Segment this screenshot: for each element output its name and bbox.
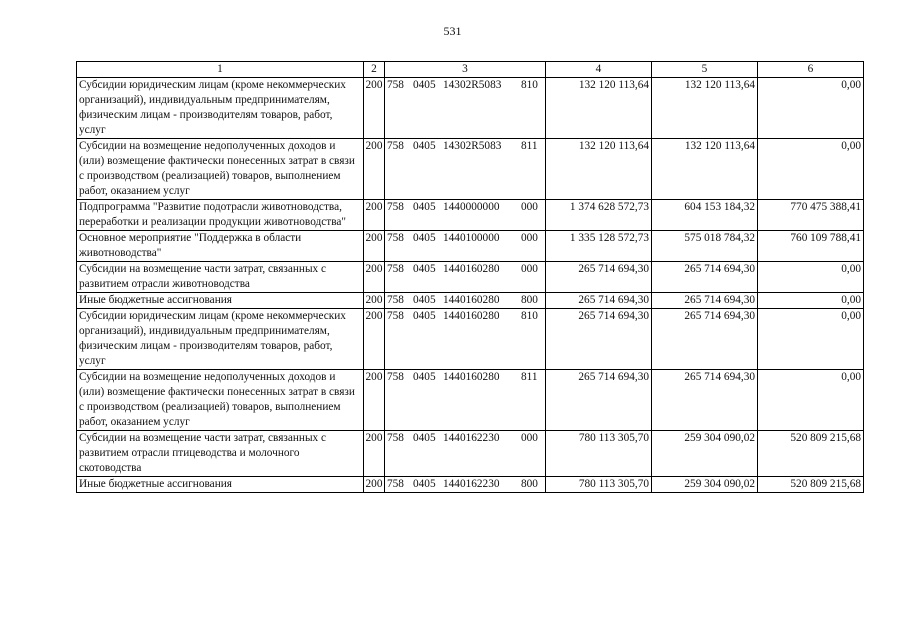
table-row (77, 262, 864, 293)
budget-table (76, 61, 864, 493)
grbs-code: 200 (364, 477, 385, 493)
department-code: 758 (387, 432, 404, 444)
expense-type-code: 000 (521, 263, 538, 275)
expense-type-code: 000 (521, 232, 538, 244)
expense-type-code: 810 (521, 79, 538, 91)
target-article-code: 14302R5083 (443, 140, 502, 152)
amount-col5: 604 153 184,32 (652, 200, 758, 231)
department-code: 758 (387, 232, 404, 244)
amount-col4: 780 113 305,70 (546, 477, 652, 493)
section-code: 0405 (413, 371, 436, 383)
header-row (77, 62, 864, 78)
amount-col5: 259 304 090,02 (652, 477, 758, 493)
target-article-code: 1440160280 (443, 294, 500, 306)
budget-classification-code (385, 200, 546, 231)
department-code: 758 (387, 140, 404, 152)
expense-type-code: 811 (521, 371, 538, 383)
budget-classification-code (385, 370, 546, 431)
column-header: 6 (758, 62, 864, 78)
amount-col6: 520 809 215,68 (758, 431, 864, 477)
department-code: 758 (387, 371, 404, 383)
department-code: 758 (387, 79, 404, 91)
grbs-code: 200 (364, 309, 385, 370)
section-code: 0405 (413, 294, 436, 306)
table-body (77, 78, 864, 493)
target-article-code: 1440160280 (443, 263, 500, 275)
amount-col4: 265 714 694,30 (546, 370, 652, 431)
amount-col6: 770 475 388,41 (758, 200, 864, 231)
target-article-code: 1440160280 (443, 371, 500, 383)
amount-col6: 520 809 215,68 (758, 477, 864, 493)
expense-type-code: 800 (521, 478, 538, 490)
budget-classification-code (385, 309, 546, 370)
amount-col5: 259 304 090,02 (652, 431, 758, 477)
section-code: 0405 (413, 432, 436, 444)
amount-col4: 265 714 694,30 (546, 293, 652, 309)
amount-col6: 0,00 (758, 309, 864, 370)
grbs-code: 200 (364, 431, 385, 477)
budget-classification-code (385, 139, 546, 200)
amount-col4: 1 374 628 572,73 (546, 200, 652, 231)
target-article-code: 1440162230 (443, 432, 500, 444)
expense-type-code: 811 (521, 140, 538, 152)
target-article-code: 1440162230 (443, 478, 500, 490)
department-code: 758 (387, 201, 404, 213)
grbs-code: 200 (364, 139, 385, 200)
amount-col6: 0,00 (758, 370, 864, 431)
item-name: Субсидии на возмещение недополученных доходов и (или) возмещение фактически понесенных затрат в связи с производством (реализацией) товаров, выполнением работ, оказанием услуг (77, 370, 364, 431)
amount-col5: 265 714 694,30 (652, 293, 758, 309)
grbs-code: 200 (364, 78, 385, 139)
expense-type-code: 810 (521, 310, 538, 322)
item-name: Иные бюджетные ассигнования (77, 293, 364, 309)
column-header: 4 (546, 62, 652, 78)
table-row (77, 431, 864, 477)
grbs-code: 200 (364, 262, 385, 293)
expense-type-code: 000 (521, 432, 538, 444)
amount-col4: 1 335 128 572,73 (546, 231, 652, 262)
department-code: 758 (387, 310, 404, 322)
item-name: Иные бюджетные ассигнования (77, 477, 364, 493)
section-code: 0405 (413, 232, 436, 244)
item-name: Основное мероприятие "Поддержка в области животноводства" (77, 231, 364, 262)
expense-type-code: 800 (521, 294, 538, 306)
table-row (77, 78, 864, 139)
table-row (77, 200, 864, 231)
column-header: 2 (364, 62, 385, 78)
target-article-code: 14302R5083 (443, 79, 502, 91)
section-code: 0405 (413, 310, 436, 322)
amount-col4: 265 714 694,30 (546, 262, 652, 293)
table-row (77, 309, 864, 370)
target-article-code: 1440100000 (443, 232, 500, 244)
grbs-code: 200 (364, 231, 385, 262)
amount-col4: 780 113 305,70 (546, 431, 652, 477)
section-code: 0405 (413, 140, 436, 152)
amount-col5: 265 714 694,30 (652, 309, 758, 370)
budget-classification-code (385, 293, 546, 309)
grbs-code: 200 (364, 293, 385, 309)
grbs-code: 200 (364, 370, 385, 431)
amount-col5: 132 120 113,64 (652, 139, 758, 200)
item-name: Субсидии юридическим лицам (кроме некоммерческих организаций), индивидуальным предпринимателям, физическим лицам - производителям товаров, работ, услуг (77, 78, 364, 139)
amount-col5: 132 120 113,64 (652, 78, 758, 139)
page-number: 531 (443, 24, 462, 38)
table-row (77, 231, 864, 262)
item-name: Подпрограмма "Развитие подотрасли животноводства, переработки и реализации продукции животноводства" (77, 200, 364, 231)
table-row (77, 477, 864, 493)
target-article-code: 1440160280 (443, 310, 500, 322)
amount-col4: 132 120 113,64 (546, 78, 652, 139)
budget-classification-code (385, 78, 546, 139)
amount-col6: 760 109 788,41 (758, 231, 864, 262)
amount-col6: 0,00 (758, 78, 864, 139)
item-name: Субсидии на возмещение части затрат, связанных с развитием отрасли животноводства (77, 262, 364, 293)
table-row (77, 139, 864, 200)
section-code: 0405 (413, 263, 436, 275)
column-header: 5 (652, 62, 758, 78)
department-code: 758 (387, 263, 404, 275)
amount-col5: 575 018 784,32 (652, 231, 758, 262)
table-row (77, 370, 864, 431)
budget-classification-code (385, 431, 546, 477)
amount-col5: 265 714 694,30 (652, 262, 758, 293)
department-code: 758 (387, 294, 404, 306)
amount-col4: 132 120 113,64 (546, 139, 652, 200)
expense-type-code: 000 (521, 201, 538, 213)
amount-col6: 0,00 (758, 139, 864, 200)
column-header: 1 (77, 62, 364, 78)
budget-classification-code (385, 262, 546, 293)
grbs-code: 200 (364, 200, 385, 231)
section-code: 0405 (413, 478, 436, 490)
budget-classification-code (385, 477, 546, 493)
column-header: 3 (385, 62, 546, 78)
amount-col4: 265 714 694,30 (546, 309, 652, 370)
budget-classification-code (385, 231, 546, 262)
amount-col6: 0,00 (758, 293, 864, 309)
item-name: Субсидии юридическим лицам (кроме некоммерческих организаций), индивидуальным предпринимателям, физическим лицам - производителям товаров, работ, услуг (77, 309, 364, 370)
item-name: Субсидии на возмещение части затрат, связанных с развитием отрасли птицеводства и молочного скотоводства (77, 431, 364, 477)
amount-col6: 0,00 (758, 262, 864, 293)
section-code: 0405 (413, 79, 436, 91)
amount-col5: 265 714 694,30 (652, 370, 758, 431)
item-name: Субсидии на возмещение недополученных доходов и (или) возмещение фактически понесенных затрат в связи с производством (реализацией) товаров, выполнением работ, оказанием услуг (77, 139, 364, 200)
department-code: 758 (387, 478, 404, 490)
target-article-code: 1440000000 (443, 201, 500, 213)
table-row (77, 293, 864, 309)
section-code: 0405 (413, 201, 436, 213)
